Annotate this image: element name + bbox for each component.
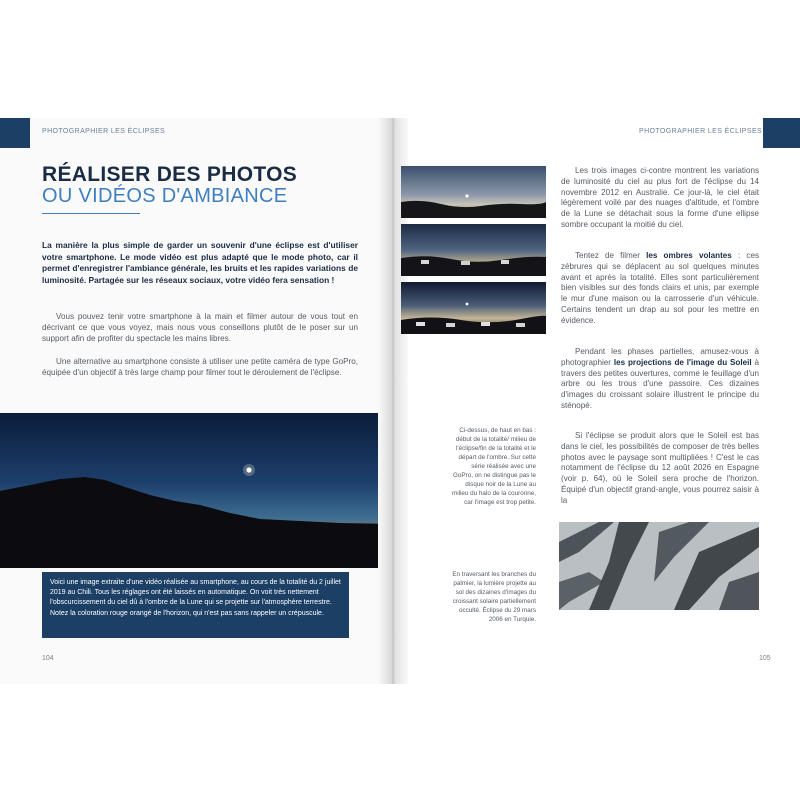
- body-paragraph: Une alternative au smartphone consiste à utiliser une petite caméra de type GoPro, équipée d'un objectif à très large champ pour filmer tout le déroulement de l'éclipse.: [42, 357, 358, 378]
- page-subtitle: OU VIDÉOS D'AMBIANCE: [42, 185, 288, 207]
- body-paragraph: Si l'éclipse se produit alors que le Soleil est bas dans le ciel, les possibilités de composer de très belles photos avec le paysage sont multipliées ! C'est le cas notamment de l'éclipse du 12 août 2026 en Espagne (voir p. 64), où le Soleil sera proche de l'horizon. Équipé d'un objectif grand-angle, vous pourrez saisir à la: [561, 431, 759, 505]
- eclipse-landscape-photo: [0, 413, 393, 568]
- body-paragraph: Les trois images ci-contre montrent les variations de luminosité du ciel au plus fort de l'éclipse du 14 novembre 2012 en Australie. Ce jour-là, le ciel était légèrement voilé par des nuages d'altitude, et l'ombre de la Lune se détachait sous la forme d'une ellipse sombre occupant la moitié du ciel.: [561, 166, 759, 229]
- page-number-left: 104: [42, 655, 54, 662]
- lead-paragraph: La manière la plus simple de garder un souvenir d'une éclipse est d'utiliser votre smartphone. Le mode vidéo est plus adapté que le mode photo, car il permet d'enregistrer l'ambiance générale, les bruits et les rapides variations de luminosité. Partagée sur les réseaux sociaux, votre vidéo fera sensation !: [42, 240, 358, 285]
- palm-caption: En traversant les branches du palmier, la lumière projette au sol des dizaines d'images du croissant solaire partiellement occulté. Éclipse du 29 mars 2006 en Turquie.: [452, 571, 536, 623]
- left-page: [0, 118, 393, 684]
- photo-caption-box: Voici une image extraite d'une vidéo réalisée au smartphone, au cours de la totalité du 2 juillet 2019 au Chili. Tous les réglages ont été laissés en automatique. On voit très nettement l'obscurcissement du ciel dû à l'ombre de la Lune qui se projette sur l'atmosphère terrestre. Notez la coloration rouge orangé de l'horizon, qui n'est pas sans rappeler un crépuscule.: [42, 572, 349, 638]
- gopro-frame-1: [401, 166, 546, 218]
- page-number-right: 105: [759, 655, 771, 662]
- body-paragraph: Pendant les phases partielles, amusez-vous à photographier les projections de l'image du Soleil à travers des petites ouvertures, comme le feuillage d'un arbre ou les trous d'une passoire. Ces dizaines d'images du croissant solaire illustrent le principe du sténopé.: [561, 347, 759, 410]
- title-rule: [42, 213, 140, 214]
- body-paragraph: Tentez de filmer les ombres volantes : ces zébrures qui se déplacent au sol quelques minutes avant et après la totalité. Elles sont particulièrement bien visibles sur des fonds clairs et unis, par exemple le mur d'une maison ou la carrosserie d'un véhicule. Certains tendent un drap au sol pour les mettre en évidence.: [561, 251, 759, 325]
- gopro-frame-3: [401, 282, 546, 334]
- gopro-frame-2: [401, 224, 546, 276]
- running-header-left: PHOTOGRAPHIER LES ÉCLIPSES: [42, 128, 166, 135]
- palm-shadow-photo: [559, 522, 759, 610]
- right-page: [393, 118, 800, 684]
- book-spread: [0, 118, 800, 684]
- page-title: RÉALISER DES PHOTOS: [42, 163, 298, 186]
- header-tab-right: [763, 118, 800, 148]
- gopro-caption: Ci-dessus, de haut en bas : début de la totalité/ milieu de l'éclipse/fin de la totalité et le départ de l'ombre. Sur cette série réalisée avec une GoPro, on ne distingue pas le disque noir de la Lune au milieu du halo de la couronne, car l'image est trop petite.: [451, 427, 536, 506]
- running-header-right: PHOTOGRAPHIER LES ÉCLIPSES: [639, 128, 763, 135]
- body-paragraph: Vous pouvez tenir votre smartphone à la main et filmer autour de vous tout en décrivant ce que vous voyez, mais nous vous conseillons plutôt de le poser sur un support afin de profiter du spectacle les mains libres.: [42, 312, 358, 344]
- header-tab-left: [0, 118, 30, 148]
